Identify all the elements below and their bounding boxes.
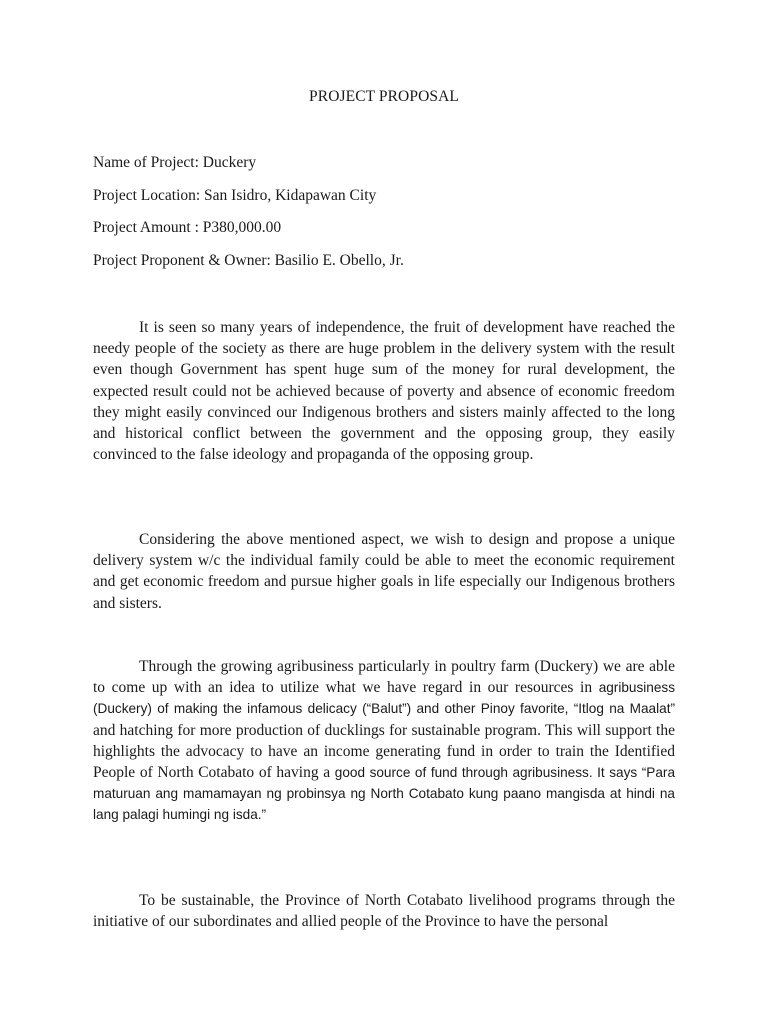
paragraph-4: To be sustainable, the Province of North Cotabato livelihood programs through the initiative of our subordinates and allied people of the Province to have the personal	[93, 892, 675, 931]
paragraph-2: Considering the above mentioned aspect, we wish to design and propose a unique delivery system w/c the individual family could be able to meet the economic requirement and get economic freedom and pursue higher goals in life especially our Indigenous brothers and sisters.	[93, 531, 675, 612]
project-location-field: Project Location: San Isidro, Kidapawan City	[93, 187, 377, 204]
paragraph-3-part-d: good source of fund through agribusiness. It says “Para maturuan ang mamamayan ng probinsya ng North Cotabato kung paano mangisda at hindi na lang palagi humingi ng isda.”	[93, 765, 676, 823]
document-title: PROJECT PROPOSAL	[309, 88, 459, 105]
paragraph-1: It is seen so many years of independence, the fruit of development have reached the needy people of the society as there are huge problem in the delivery system with the result even though Government has spent huge sum of the money for rural development, the expected result could not be achieved because of poverty and absence of economic freedom they might easily convinced our Indigenous brothers and sisters mainly affected to the long and historical conflict between the government and the opposing group, they easily convinced to the false ideology and propaganda of the opposing group.	[93, 319, 675, 464]
paragraph-3	[93, 656, 675, 826]
project-name-field: Name of Project: Duckery	[93, 154, 257, 171]
project-amount-field: Project Amount : P380,000.00	[93, 219, 282, 236]
paragraph-3-part-a: Through the growing agribusiness particularly in poultry farm (Duckery) we are able to come up with an idea to utilize what we have regard in our resources in	[93, 658, 675, 697]
paragraph-3-part-b: agribusiness (Duckery) of making the infamous delicacy (“Balut”) and other Pinoy favorite, “Itlog na Maalat”	[93, 680, 676, 717]
paragraph-3-part-c: and hatching for more production of ducklings for sustainable program. This will support the highlights the advocacy to have an income generating fund in order to train the Identified People of North Cotabato of having a	[93, 721, 675, 782]
project-proponent-field: Project Proponent & Owner: Basilio E. Obello, Jr.	[93, 252, 404, 269]
